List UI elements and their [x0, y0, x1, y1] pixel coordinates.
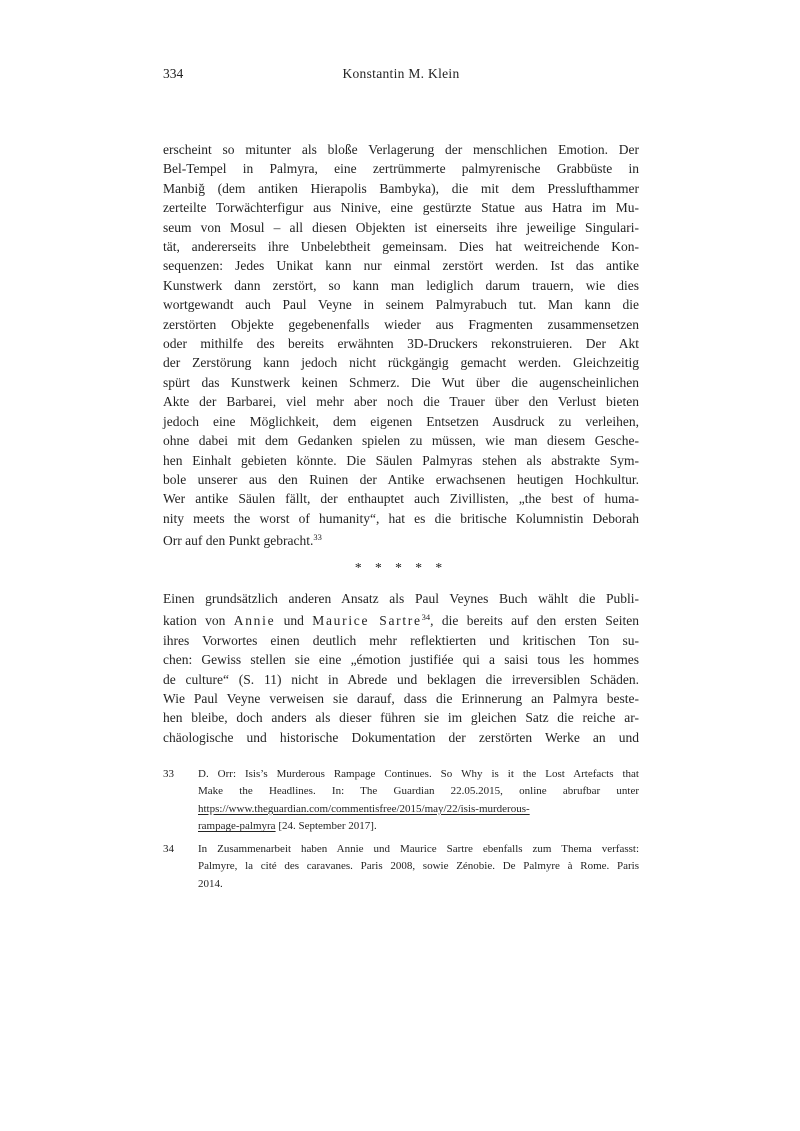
text-line — [198, 858, 639, 875]
running-title: Konstantin M. Klein — [342, 66, 460, 81]
text-line — [163, 412, 639, 431]
text-line — [163, 373, 639, 392]
text-segment: seum von Mosul – all diesen Objekten ist einerseits ihre jeweilige Singulari- — [163, 219, 639, 235]
paragraph-1 — [163, 140, 639, 551]
footnote-item — [163, 841, 639, 893]
text-line — [163, 392, 639, 411]
text-segment: In Zusammenarbeit haben Annie und Maurice Sartre ebenfalls zum Thema verfasst: — [198, 843, 639, 856]
text-line — [198, 818, 639, 835]
text-segment: Akte der Barbarei, viel mehr aber noch die Trauer über den Verlust bieten — [163, 394, 639, 410]
text-line — [163, 295, 639, 314]
text-segment: [24. September 2017]. — [275, 819, 377, 832]
footnote-number: 33 — [163, 768, 174, 780]
text-segment: tät, andererseits ihre Unbelebtheit gemeinsam. Dies hat weitreichende Kon- — [163, 239, 639, 255]
footnote-link[interactable]: rampage-palmyra — [198, 819, 276, 832]
text-segment: der Zerstörung kann jedoch nicht rückgängig gemacht werden. Gleichzeitig — [163, 355, 639, 371]
text-line — [163, 256, 639, 275]
text-segment: Orr auf den Punkt gebracht. — [163, 533, 314, 549]
text-line — [163, 315, 639, 334]
text-segment: ohne dabei mit dem Gedanken spielen zu müssen, wie man diesem Gesche- — [163, 433, 639, 449]
section-separator: * * * * * — [354, 559, 448, 575]
text-segment: spürt das Kunstwerk keinen Schmerz. Die Wut über die augenscheinlichen — [163, 374, 639, 390]
text-line — [163, 608, 639, 630]
text-segment: ihres Vorwortes einen deutlich mehr reflektierten und kritischen Ton su- — [163, 632, 639, 648]
text-line — [198, 801, 639, 818]
text-segment: hen Einhalt gebieten könnte. Die Säulen Palmyras stehen als abstrakte Sym- — [163, 452, 639, 468]
text-line — [163, 140, 639, 159]
text-line — [163, 489, 639, 508]
text-segment: Maurice Sartre — [312, 613, 422, 629]
text-line — [163, 451, 639, 470]
text-line — [163, 708, 639, 727]
text-segment: Palmyre, la cité des caravanes. Paris 2008, sowie Zénobie. De Palmyre à Rome. Paris — [198, 860, 639, 873]
text-segment: D. Orr: Isis’s Murderous Rampage Continues. So Why is it the Lost Artefacts that — [198, 768, 639, 780]
text-segment: jedoch eine Möglichkeit, dem eigenen Entsetzen Ausdruck zu verleihen, — [163, 413, 639, 429]
text-line — [163, 670, 639, 689]
text-line — [163, 159, 639, 178]
text-line — [163, 198, 639, 217]
text-line — [198, 841, 639, 858]
text-line — [163, 218, 639, 237]
text-segment: hen bleibe, doch anders als dieser führen sie im gleichen Satz die reiche ar- — [163, 710, 639, 726]
text-segment: sequenzen: Jedes Unikat kann nur einmal zerstört werden. Ist das antike — [163, 258, 639, 274]
page-header — [163, 66, 639, 84]
text-segment: kation von — [163, 613, 234, 629]
text-line — [163, 650, 639, 669]
text-segment: , die bereits auf den ersten Seiten — [430, 613, 640, 629]
text-segment: zerstörten Objekte gegebenenfalls wieder aus Fragmenten zusammensetzen — [163, 316, 639, 332]
footnotes — [163, 766, 639, 893]
text-line — [163, 276, 639, 295]
page-number: 334 — [163, 66, 184, 81]
text-line — [163, 353, 639, 372]
text-line — [198, 766, 639, 783]
body-text — [163, 140, 639, 747]
footnote-item — [163, 766, 639, 835]
text-segment: zerteilte Torwächterfigur aus Ninive, eine gestürzte Statue aus Hatra im Mu- — [163, 200, 639, 216]
text-line — [163, 589, 639, 608]
text-segment: chen: Gewiss stellen sie eine „émotion justifiée qui a saisi tous les hommes — [163, 652, 639, 668]
text-segment: Kunstwerk dann zerstört, so kann man lediglich darum trauern, wie dies — [163, 277, 639, 293]
footnote-text — [198, 841, 639, 893]
text-segment: Bel-Tempel in Palmyra, eine zertrümmerte palmyrenische Grabbüste in — [163, 161, 639, 177]
text-segment: Annie — [233, 613, 276, 629]
text-segment: bole unserer aus den Ruinen der Antike erwachsenen heutigen Hochkultur. — [163, 471, 639, 487]
text-line — [163, 431, 639, 450]
footnote-link[interactable]: https://www.theguardian.com/commentisfree/2015/may/22/isis-murderous- — [198, 802, 530, 815]
text-segment: chäologische und historische Dokumentation der zerstörten Werke an und — [163, 729, 639, 745]
text-segment: Make the Headlines. In: The Guardian 22.05.2015, online abrufbar unter — [198, 785, 639, 798]
text-segment: oder mithilfe des bereits erwähnten 3D-Druckers rekonstruieren. Der Akt — [163, 336, 639, 352]
text-segment: de culture“ (S. 11) nicht in Abrede und beklagen die irreversiblen Schäden. — [163, 671, 639, 687]
text-line — [163, 334, 639, 353]
footnote-reference: 33 — [313, 532, 322, 543]
text-segment: erscheint so mitunter als bloße Verlagerung der menschlichen Emotion. Der — [163, 142, 639, 157]
text-line — [163, 470, 639, 489]
text-segment: und — [275, 613, 313, 629]
footnote-text — [198, 766, 639, 835]
text-segment: wortgewandt auch Paul Veyne in seinem Palmyrabuch tut. Man kann die — [163, 297, 639, 313]
text-segment: 2014. — [198, 877, 223, 890]
text-line — [163, 509, 639, 528]
text-segment: nity meets the worst of humanity“, hat es die britische Kolumnistin Deborah — [163, 510, 639, 526]
text-line — [163, 528, 639, 550]
text-segment: Manbiğ (dem antiken Hierapolis Bambyka), die mit dem Presslufthammer — [163, 180, 639, 196]
text-line — [163, 237, 639, 256]
text-line — [163, 728, 639, 747]
text-segment: Wie Paul Veyne verweisen sie darauf, dass die Erinnerung an Palmyra beste- — [163, 690, 639, 706]
text-line — [163, 689, 639, 708]
text-line — [198, 783, 639, 800]
footnote-number: 34 — [163, 843, 174, 856]
text-line — [198, 876, 639, 893]
text-line — [163, 179, 639, 198]
footnote-reference: 34 — [421, 612, 431, 623]
text-line — [163, 631, 639, 650]
text-segment: Einen grundsätzlich anderen Ansatz als Paul Veynes Buch wählt die Publi- — [163, 590, 639, 606]
text-segment: Wer antike Säulen fällt, der enthauptet auch Zivillisten, „the best of huma- — [163, 491, 639, 507]
paragraph-2 — [163, 589, 639, 747]
